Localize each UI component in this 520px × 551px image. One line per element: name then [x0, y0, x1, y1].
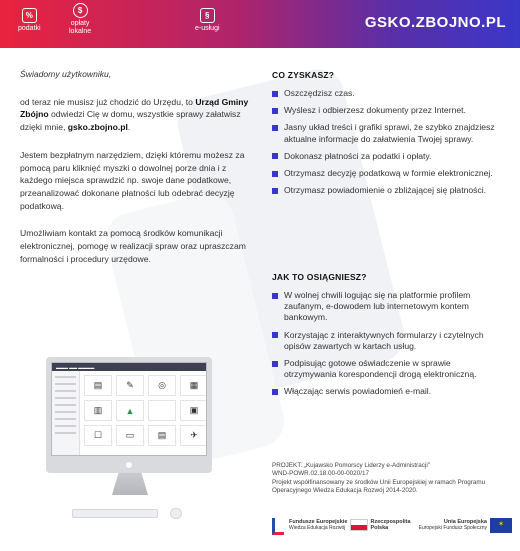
text: odwiedzi Cię w domu, wszystkie sprawy załatwisz dzięki mnie,: [20, 109, 241, 133]
intro-text: [20, 68, 252, 277]
monitor-screen: [51, 362, 207, 456]
monitor-illustration: [46, 357, 212, 473]
list-item: W wolnej chwili logując się na platformie profilem zaufanym, e-dowodem lub internetowym kontem bankowym.: [272, 290, 504, 324]
document-icon: §: [200, 8, 215, 23]
list-item: Korzystając z interaktywnych formularzy i czytelnych opisów zawartych w kartach usług.: [272, 330, 504, 352]
logo-subtitle: Wiedza Edukacja Rozwój: [289, 525, 346, 531]
tile-icon: ✎: [116, 375, 144, 396]
office-name: Urząd Gminy Zbójno: [20, 96, 249, 120]
tile-icon: ✈: [180, 425, 207, 446]
tile-icon: ▤: [148, 425, 176, 446]
screen-topbar-text: ▬▬▬ ▬▬ ▬▬▬▬: [56, 364, 95, 370]
list-item: Włączając serwis powiadomień e-mail.: [272, 386, 504, 397]
benefits-title: CO ZYSKASZ?: [272, 70, 335, 80]
benefits-section: [272, 70, 504, 202]
logo-title: Rzeczpospolita Polska: [370, 519, 411, 531]
list-item: Dokonasz płatności za podatki i opłaty.: [272, 151, 504, 162]
howto-title: JAK TO OSIĄGNIESZ?: [272, 272, 367, 282]
tile-icon: ▤: [84, 375, 112, 396]
tile-icon: ☐: [84, 425, 112, 446]
percent-icon: %: [22, 8, 37, 23]
logo-subtitle: Europejski Fundusz Społeczny: [418, 525, 487, 531]
tile-icon: ▲: [116, 400, 144, 421]
logo-fundusze-europejskie: [272, 518, 347, 532]
monitor-chin: [51, 456, 207, 473]
logo-rzeczpospolita-polska: [350, 519, 417, 531]
list-item: Otrzymasz powiadomienie o zbliżającej się płatności.: [272, 185, 504, 196]
list-item: Jasny układ treści i grafiki sprawi, że szybko znajdziesz aktualne informacje do załatwienia Twojej sprawy.: [272, 122, 504, 144]
site-brand[interactable]: GSKO.ZBOJNO.PL: [364, 14, 506, 31]
tile-icon: ▦: [180, 375, 207, 396]
screen-topbar: [52, 363, 206, 371]
intro-paragraph-3: Umożliwiam kontakt za pomocą środków komunikacji elektronicznej, pomogę w realizacji spraw oraz upraszczam formalności i procedury urzędowe.: [20, 228, 246, 264]
tile-icon: ▥: [84, 400, 112, 421]
howto-section: [272, 272, 504, 404]
intro-paragraph-1: [20, 96, 252, 134]
howto-list: [272, 290, 504, 398]
list-item: Wyślesz i odbierzesz dokumenty przez Internet.: [272, 105, 504, 116]
header-banner: [0, 0, 520, 48]
nav-podatki[interactable]: [18, 8, 41, 33]
site-link[interactable]: gsko.zbojno.pl: [67, 122, 128, 133]
logo-title: Unia Europejska: [443, 519, 487, 525]
keyboard-illustration: [72, 509, 158, 518]
tile-icon: ◎: [148, 375, 176, 396]
project-info: [272, 462, 512, 495]
benefits-list: [272, 88, 504, 196]
nav-label: podatki: [18, 25, 41, 32]
list-item: Otrzymasz decyzję podatkową w formie elektronicznej.: [272, 168, 504, 179]
tile-icon: ▣: [180, 400, 207, 421]
text: .: [127, 122, 131, 133]
nav-label: opłaty lokalne: [69, 20, 92, 35]
greeting: Świadomy użytkowniku,: [20, 69, 112, 79]
intro-paragraph-2: Jestem bezpłatnym narzędziem, dzięki któremu możesz za pomocą paru kliknięć myszki o dowolnej porze dnia i z każdego miejsca sprawdzić np. swoje dane podatkowe, przeanalizować dokonane płatności lub odebrać decyzję podatkową.: [20, 149, 245, 211]
project-title: PROJEKT: „Kujawsko Pomorscy Liderzy e-Administracji": [272, 462, 430, 469]
list-item: Oszczędzisz czas.: [272, 88, 504, 99]
monitor-stand: [112, 473, 148, 495]
tile-icon: ▭: [116, 425, 144, 446]
screen-sidebar: [52, 371, 80, 456]
text: od teraz nie musisz już chodzić do Urzędu, to: [20, 96, 196, 107]
nav-e-uslugi[interactable]: [195, 8, 220, 33]
money-icon: $: [73, 3, 88, 18]
polish-flag-icon: [350, 519, 368, 531]
screen-tile-grid: [84, 375, 207, 446]
tile-icon: [148, 400, 176, 421]
project-number: WND-POWR.02.18.00-00-0020/17: [272, 470, 369, 478]
project-funding: Projekt współfinansowany ze środków Unii Europejskiej w ramach Programu Operacyjnego Wiedza Edukacja Rozwój 2014-2020.: [272, 478, 486, 494]
funding-logos: [272, 512, 512, 538]
eu-flag-icon: ✶: [490, 518, 512, 533]
mouse-illustration: [170, 508, 182, 519]
logo-title: Fundusze Europejskie: [289, 519, 348, 525]
list-item: Podpisując gotowe oświadczenie w sprawie otrzymywania korespondencji drogą elektroniczną.: [272, 358, 504, 380]
nav-oplaty-lokalne[interactable]: [63, 3, 91, 36]
fe-logo-icon: [272, 518, 286, 532]
nav-label: e-usługi: [195, 25, 220, 32]
logo-unia-europejska: [419, 518, 512, 533]
